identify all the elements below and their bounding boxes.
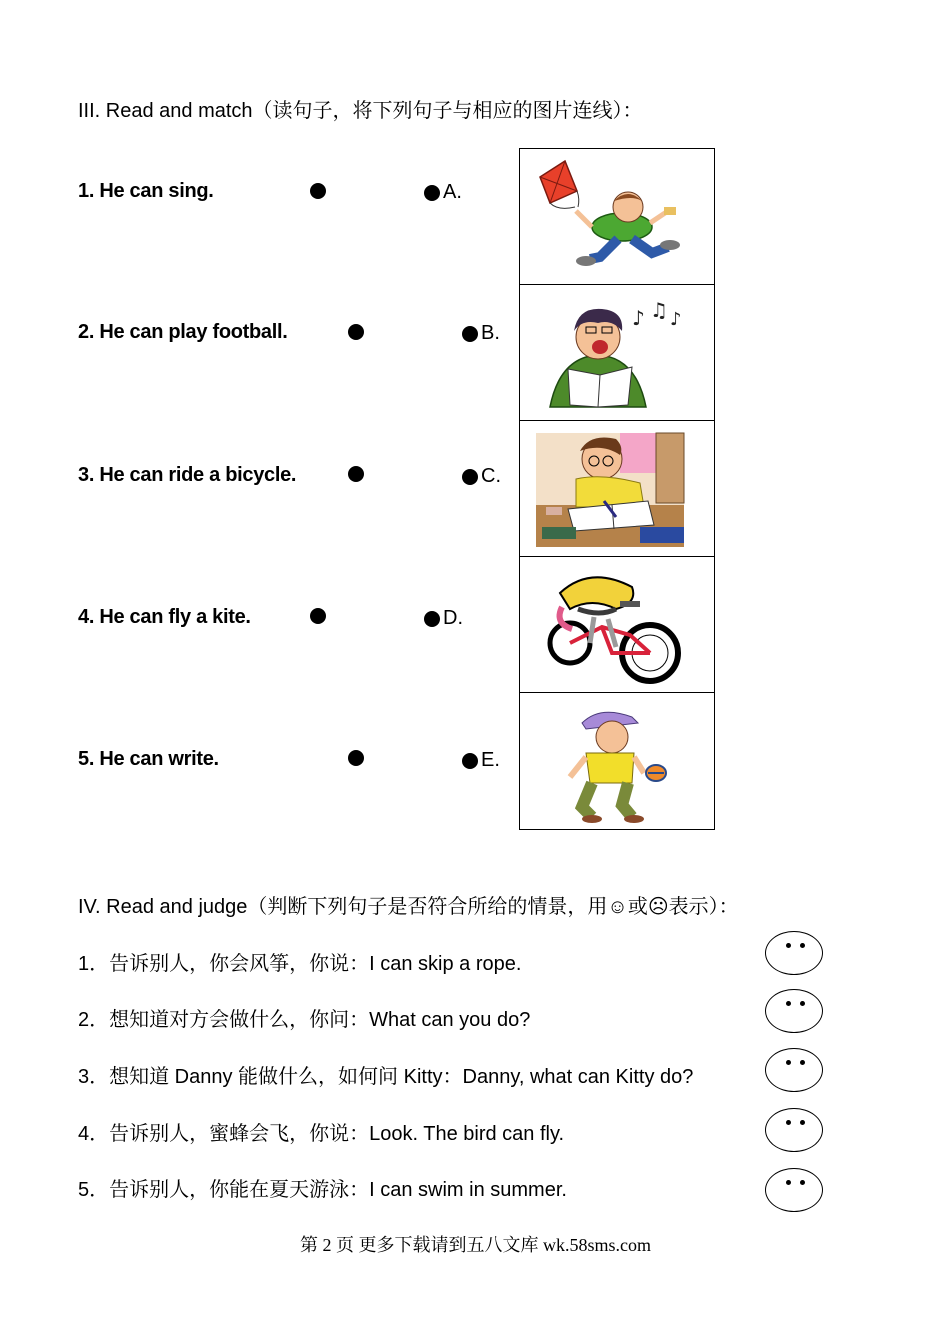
face-eye-icon [786,1120,791,1125]
letter-option-b[interactable] [462,322,500,345]
face-eye-icon [800,1180,805,1185]
boy-singing-icon [520,285,713,419]
match-sentence-1: 1. He can sing. [78,180,214,202]
picture-c [519,420,715,557]
match-sentence-4: 4. He can fly a kite. [78,606,251,628]
boy-playing-football-icon [520,693,713,828]
match-sentence-2: 2. He can play football. [78,321,288,343]
letter-label-d: D. [443,607,463,629]
letter-option-e[interactable] [462,749,500,772]
letter-option-c[interactable] [462,465,501,488]
face-eye-icon [800,1060,805,1065]
letter-dot-d[interactable] [424,611,440,627]
sentence-dot-4[interactable] [310,608,326,624]
judge-item-5: 5．告诉别人，你能在夏天游泳：I can swim in summer. [78,1179,567,1201]
answer-face-2[interactable] [765,989,823,1033]
face-eye-icon [800,1001,805,1006]
letter-option-a[interactable] [424,181,462,204]
face-eye-icon [786,943,791,948]
page-footer: 第 2 页 更多下载请到五八文库 wk.58sms.com [300,1235,651,1255]
picture-b [519,284,715,421]
boy-flying-kite-icon [520,149,713,283]
picture-a [519,148,715,285]
judge-item-2: 2．想知道对方会做什么，你问：What can you do? [78,1009,531,1031]
match-sentence-3: 3. He can ride a bicycle. [78,464,297,486]
letter-label-c: C. [481,465,501,487]
face-eye-icon [800,943,805,948]
picture-d [519,556,715,693]
sentence-dot-1[interactable] [310,183,326,199]
letter-label-b: B. [481,322,500,344]
match-sentence-5: 5. He can write. [78,748,219,770]
face-eye-icon [786,1001,791,1006]
answer-face-3[interactable] [765,1048,823,1092]
svg-text:♪: ♪ [632,306,645,330]
answer-face-4[interactable] [765,1108,823,1152]
sentence-dot-5[interactable] [348,750,364,766]
letter-label-a: A. [443,181,462,203]
svg-text:♫: ♫ [650,298,668,322]
judge-item-1: 1．告诉别人，你会风筝，你说：I can skip a rope. [78,953,522,975]
face-eye-icon [786,1180,791,1185]
letter-option-d[interactable] [424,607,463,630]
letter-dot-b[interactable] [462,326,478,342]
letter-dot-c[interactable] [462,469,478,485]
section4-title: IV. Read and judge（判断下列句子是否符合所给的情景，用☺或☹表示）： [78,896,739,918]
sentence-dot-2[interactable] [348,324,364,340]
boy-writing-icon [520,421,713,555]
letter-dot-a[interactable] [424,185,440,201]
picture-e [519,692,715,830]
boy-riding-bicycle-icon [520,557,713,691]
letter-label-e: E. [481,749,500,771]
sentence-dot-3[interactable] [348,466,364,482]
svg-text:♪: ♪ [670,309,682,330]
section3-title: III. Read and match（读句子，将下列句子与相应的图片连线）： [78,100,643,122]
judge-item-3: 3．想知道 Danny 能做什么，如何问 Kitty：Danny, what can Kitty do? [78,1066,694,1088]
answer-face-1[interactable] [765,931,823,975]
face-eye-icon [786,1060,791,1065]
answer-face-5[interactable] [765,1168,823,1212]
face-eye-icon [800,1120,805,1125]
judge-item-4: 4．告诉别人，蜜蜂会飞，你说：Look. The bird can fly. [78,1123,565,1145]
letter-dot-e[interactable] [462,753,478,769]
